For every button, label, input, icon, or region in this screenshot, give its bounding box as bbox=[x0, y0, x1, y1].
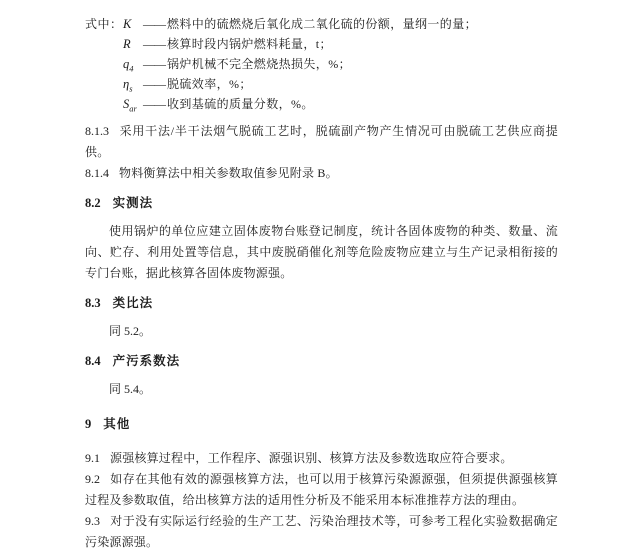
definition-dash: —— bbox=[143, 97, 165, 111]
definition-description-q4: 锅炉机械不完全燃烧热损失，%； bbox=[167, 57, 351, 71]
definition-row-eta-s bbox=[85, 74, 558, 94]
section-number: 8.4 bbox=[85, 354, 101, 368]
clause-text: 对于没有实际运行经验的生产工艺、污染治理技术等，可参考工程化实验数据确定污染源源强。 bbox=[85, 514, 558, 549]
variable-symbol-R: R bbox=[123, 37, 131, 51]
clause-8-1-3 bbox=[85, 121, 558, 163]
definition-row-q4 bbox=[85, 54, 558, 74]
chapter-title: 其他 bbox=[103, 417, 131, 431]
clause-number: 9.3 bbox=[85, 514, 100, 528]
definition-dash: —— bbox=[143, 17, 165, 31]
clause-text: 物料衡算法中相关参数取值参见附录 B。 bbox=[119, 166, 338, 180]
section-heading-8-2 bbox=[85, 195, 558, 212]
variable-symbol-S-ar: $S_{ar}$ bbox=[123, 97, 137, 114]
clause-9-1 bbox=[85, 448, 558, 469]
definition-dash: —— bbox=[143, 57, 165, 71]
definition-description-eta-s: 脱硫效率，%； bbox=[167, 77, 252, 91]
variable-symbol-q4: $q_4$ bbox=[123, 57, 134, 74]
chapter-number: 9 bbox=[85, 417, 92, 431]
definition-row-S-ar bbox=[85, 94, 558, 114]
section-heading-8-4 bbox=[85, 353, 558, 370]
section-title: 实测法 bbox=[112, 196, 154, 210]
variable-symbol-eta-s: $\eta_s$ bbox=[123, 77, 133, 94]
definition-description-S-ar: 收到基硫的质量分数，%。 bbox=[167, 97, 314, 111]
clause-9-3 bbox=[85, 511, 558, 553]
definition-dash: —— bbox=[143, 77, 165, 91]
definition-description-K: 燃料中的硫燃烧后氧化成二氧化硫的份额，量纲一的量； bbox=[167, 17, 478, 31]
section-number: 8.3 bbox=[85, 296, 101, 310]
clause-number: 9.1 bbox=[85, 451, 100, 465]
formula-definitions bbox=[85, 14, 558, 114]
paragraph-8-4: 同 5.4。 bbox=[109, 382, 152, 396]
clause-8-1-4 bbox=[85, 163, 558, 184]
section-number: 8.2 bbox=[85, 196, 101, 210]
paragraph-8-2: 使用锅炉的单位应建立固体废物台账登记制度，统计各固体废物的种类、数量、流向、贮存、利用处置等信息，其中废脱硝催化剂等危险废物应建立与生产记录相衔接的专门台账，据此核算各固体废物源强。 bbox=[85, 224, 558, 280]
clause-text: 源强核算过程中，工作程序、源强识别、核算方法及参数选取应符合要求。 bbox=[110, 451, 513, 465]
section-heading-8-3 bbox=[85, 295, 558, 312]
definition-description-R: 核算时段内锅炉燃料耗量，t； bbox=[167, 37, 332, 51]
variable-symbol-K: K bbox=[123, 17, 132, 31]
document-content bbox=[85, 14, 558, 553]
clause-text: 采用干法/半干法烟气脱硫工艺时，脱硫副产物产生情况可由脱硫工艺供应商提供。 bbox=[85, 124, 558, 159]
clause-text: 如存在其他有效的源强核算方法，也可以用于核算污染源源强，但须提供源强核算过程及参数取值，给出核算方法的适用性分析及不能采用本标准推荐方法的理由。 bbox=[85, 472, 558, 507]
section-title: 产污系数法 bbox=[112, 354, 181, 368]
section-title: 类比法 bbox=[112, 296, 154, 310]
definition-row-K bbox=[85, 14, 558, 34]
clause-number: 8.1.4 bbox=[85, 166, 109, 180]
definition-dash: —— bbox=[143, 37, 165, 51]
chapter-heading-9 bbox=[85, 416, 558, 433]
definition-prefix: 式中： bbox=[85, 17, 123, 31]
clause-number: 8.1.3 bbox=[85, 124, 109, 138]
definition-row-R bbox=[85, 34, 558, 54]
clause-number: 9.2 bbox=[85, 472, 100, 486]
clause-9-2 bbox=[85, 469, 558, 511]
paragraph-8-3: 同 5.2。 bbox=[109, 324, 152, 338]
